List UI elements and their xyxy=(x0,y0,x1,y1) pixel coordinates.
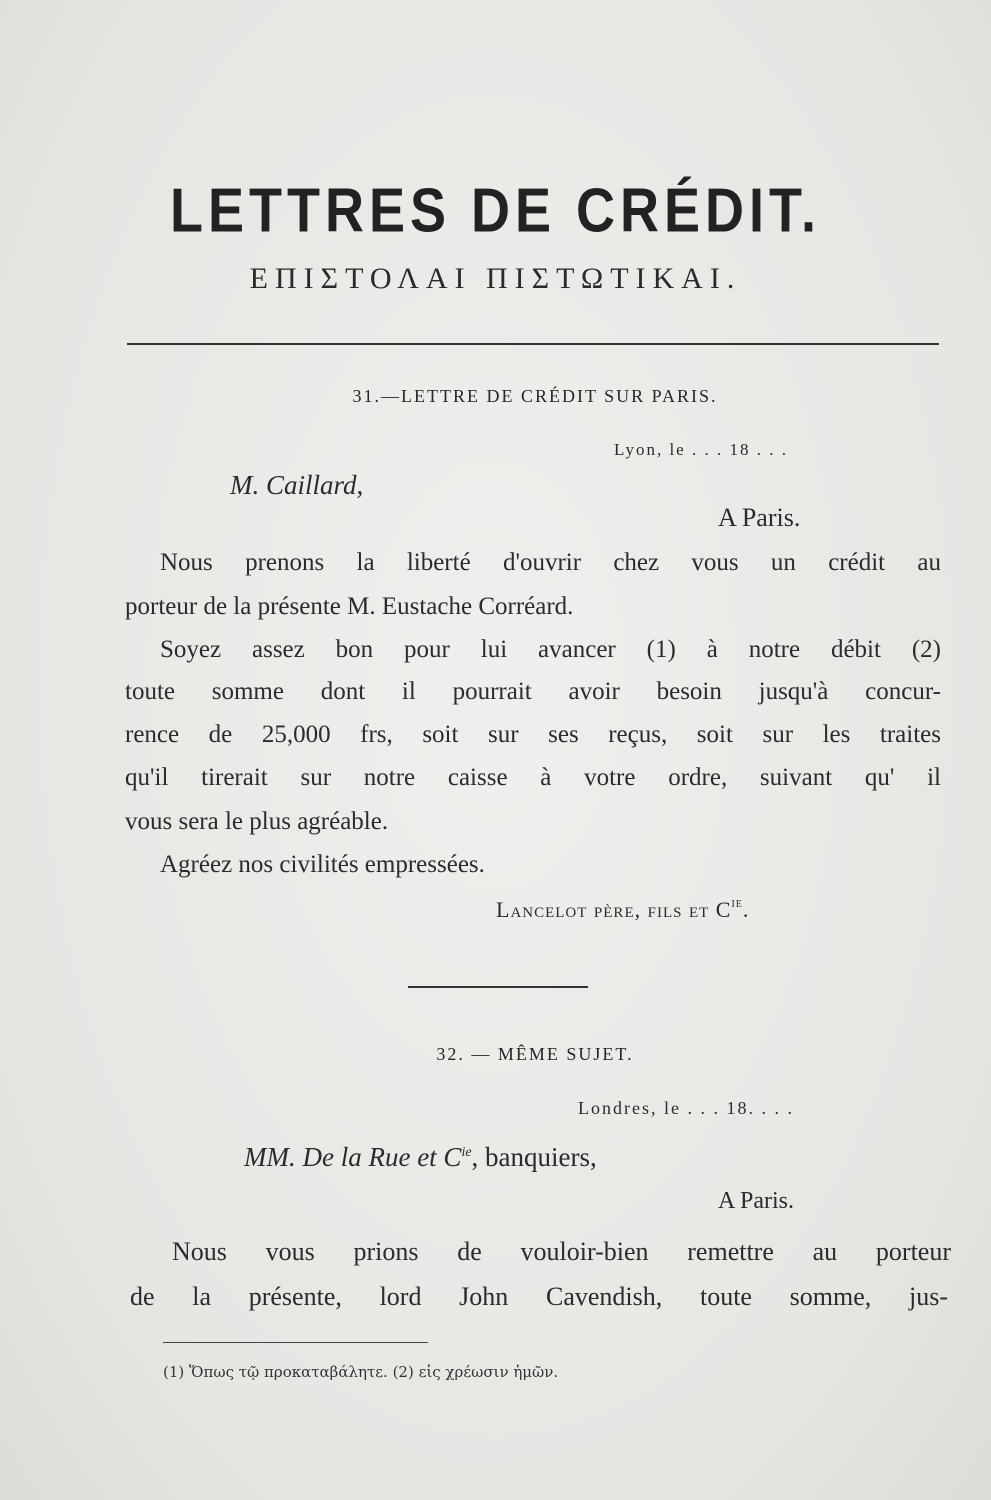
letter-31-date: Lyon, le . . . 18 . . . xyxy=(614,440,788,459)
letter-32-addressee: MM. De la Rue et $C^{ie}$, banquiers, xyxy=(244,1142,597,1172)
letter-32-date: Londres, le . . . 18. . . . xyxy=(578,1098,794,1118)
letter-31-line-2: porteur de la présente M. Eustache Corréard. xyxy=(125,593,574,620)
letter-32-city: A Paris. xyxy=(718,1188,795,1214)
letter-31-addressee: M. Caillard, xyxy=(230,470,364,500)
letter-31-city: A Paris. xyxy=(718,503,801,532)
letter-31-signature: Lancelot père, fils et $C^{ie}$. xyxy=(496,896,750,922)
letter-31-line-8: Agréez nos civilités empressées. xyxy=(160,851,485,878)
section-divider xyxy=(408,986,588,988)
letter-32-line-2: de la présente, lord John Cavendish, toute somme, jus- xyxy=(130,1282,948,1311)
letter-31-line-5: rence de 25,000 frs, soit sur ses reçus, soit sur les traites xyxy=(125,721,941,748)
letter-31-line-4: toute somme dont il pourrait avoir besoin jusqu'à concur- xyxy=(125,678,941,705)
letter-32-heading: 32. — MÊME SUJET. xyxy=(436,1044,634,1064)
letter-32-line-1: Nous vous prions de vouloir-bien remettre au porteur xyxy=(172,1237,951,1266)
letter-31-line-3: Soyez assez bon pour lui avancer (1) à notre débit (2) xyxy=(160,636,941,663)
letter-31-line-1: Nous prenons la liberté d'ouvrir chez vous un crédit au xyxy=(160,549,941,576)
letter-31-line-6: qu'il tirerait sur notre caisse à votre ordre, suivant qu' il xyxy=(125,764,941,791)
letter-31-heading: 31.—LETTRE DE CRÉDIT SUR PARIS. xyxy=(352,386,718,406)
letter-31-line-7: vous sera le plus agréable. xyxy=(125,808,389,835)
page-subtitle-greek: ΕΠΙΣΤΟΛΑΙ ΠΙΣΤΩΤΙΚΑΙ. xyxy=(249,262,742,295)
footnote-divider xyxy=(163,1342,428,1343)
title-divider xyxy=(127,343,939,345)
footnote: (1) Ὅπως τῷ προκαταβάλητε. (2) εἰς χρέωσιν ἡμῶν. xyxy=(163,1363,559,1381)
page-title: LETTRES DE CRÉDIT. xyxy=(169,176,822,246)
